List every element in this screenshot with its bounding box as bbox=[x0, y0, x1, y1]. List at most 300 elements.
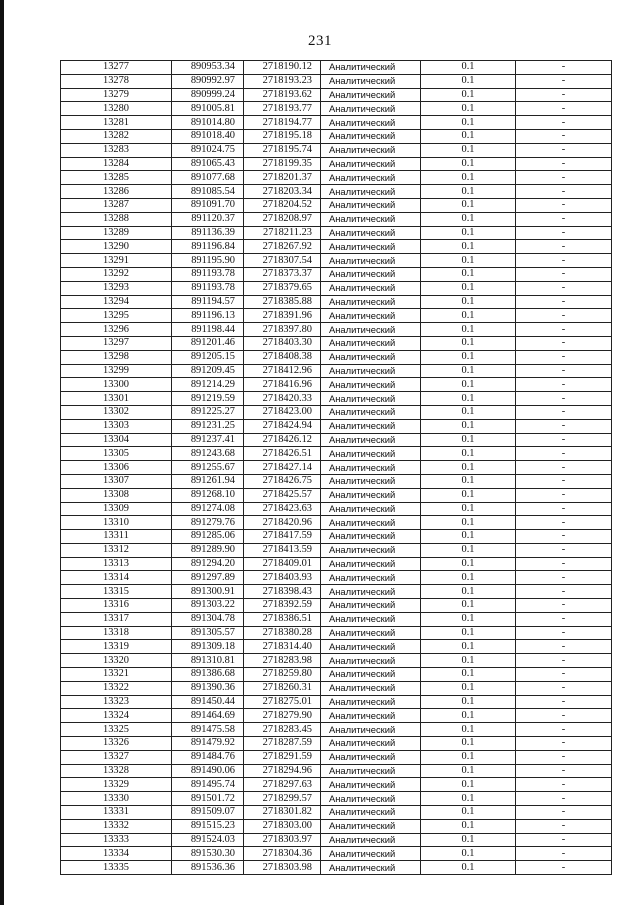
y-coordinate-cell: 2718283.45 bbox=[244, 723, 321, 737]
table-row bbox=[61, 143, 612, 157]
method-cell: Аналитический bbox=[321, 461, 421, 475]
y-coordinate-cell: 2718403.93 bbox=[244, 571, 321, 585]
table-row bbox=[61, 668, 612, 682]
x-coordinate-cell: 891390.36 bbox=[172, 681, 244, 695]
y-coordinate-cell: 2718425.57 bbox=[244, 488, 321, 502]
x-coordinate-cell: 891509.07 bbox=[172, 806, 244, 820]
table-row bbox=[61, 474, 612, 488]
note-cell: - bbox=[516, 585, 612, 599]
accuracy-cell: 0.1 bbox=[421, 364, 516, 378]
table-row bbox=[61, 116, 612, 130]
method-cell: Аналитический bbox=[321, 405, 421, 419]
y-coordinate-cell: 2718423.63 bbox=[244, 502, 321, 516]
x-coordinate-cell: 891193.78 bbox=[172, 281, 244, 295]
x-coordinate-cell: 891495.74 bbox=[172, 778, 244, 792]
accuracy-cell: 0.1 bbox=[421, 543, 516, 557]
method-cell: Аналитический bbox=[321, 750, 421, 764]
note-cell: - bbox=[516, 612, 612, 626]
accuracy-cell: 0.1 bbox=[421, 737, 516, 751]
y-coordinate-cell: 2718391.96 bbox=[244, 309, 321, 323]
y-coordinate-cell: 2718409.01 bbox=[244, 557, 321, 571]
accuracy-cell: 0.1 bbox=[421, 599, 516, 613]
y-coordinate-cell: 2718307.54 bbox=[244, 254, 321, 268]
table-row bbox=[61, 102, 612, 116]
table-row bbox=[61, 350, 612, 364]
coordinates-table-body bbox=[61, 61, 612, 875]
x-coordinate-cell: 891294.20 bbox=[172, 557, 244, 571]
point-number-cell: 13295 bbox=[61, 309, 172, 323]
table-row bbox=[61, 571, 612, 585]
table-row bbox=[61, 267, 612, 281]
method-cell: Аналитический bbox=[321, 806, 421, 820]
method-cell: Аналитический bbox=[321, 323, 421, 337]
accuracy-cell: 0.1 bbox=[421, 778, 516, 792]
method-cell: Аналитический bbox=[321, 778, 421, 792]
point-number-cell: 13323 bbox=[61, 695, 172, 709]
x-coordinate-cell: 891274.08 bbox=[172, 502, 244, 516]
y-coordinate-cell: 2718275.01 bbox=[244, 695, 321, 709]
method-cell: Аналитический bbox=[321, 212, 421, 226]
note-cell: - bbox=[516, 640, 612, 654]
note-cell: - bbox=[516, 474, 612, 488]
x-coordinate-cell: 891279.76 bbox=[172, 516, 244, 530]
y-coordinate-cell: 2718193.23 bbox=[244, 74, 321, 88]
method-cell: Аналитический bbox=[321, 612, 421, 626]
note-cell: - bbox=[516, 433, 612, 447]
note-cell: - bbox=[516, 198, 612, 212]
accuracy-cell: 0.1 bbox=[421, 281, 516, 295]
y-coordinate-cell: 2718211.23 bbox=[244, 226, 321, 240]
point-number-cell: 13299 bbox=[61, 364, 172, 378]
x-coordinate-cell: 891195.90 bbox=[172, 254, 244, 268]
y-coordinate-cell: 2718427.14 bbox=[244, 461, 321, 475]
y-coordinate-cell: 2718417.59 bbox=[244, 530, 321, 544]
x-coordinate-cell: 891231.25 bbox=[172, 419, 244, 433]
accuracy-cell: 0.1 bbox=[421, 626, 516, 640]
y-coordinate-cell: 2718413.59 bbox=[244, 543, 321, 557]
table-row bbox=[61, 185, 612, 199]
note-cell: - bbox=[516, 254, 612, 268]
method-cell: Аналитический bbox=[321, 309, 421, 323]
point-number-cell: 13300 bbox=[61, 378, 172, 392]
point-number-cell: 13305 bbox=[61, 447, 172, 461]
accuracy-cell: 0.1 bbox=[421, 792, 516, 806]
x-coordinate-cell: 891310.81 bbox=[172, 654, 244, 668]
point-number-cell: 13290 bbox=[61, 240, 172, 254]
table-row bbox=[61, 543, 612, 557]
y-coordinate-cell: 2718279.90 bbox=[244, 709, 321, 723]
point-number-cell: 13317 bbox=[61, 612, 172, 626]
table-row bbox=[61, 640, 612, 654]
note-cell: - bbox=[516, 129, 612, 143]
point-number-cell: 13288 bbox=[61, 212, 172, 226]
table-row bbox=[61, 819, 612, 833]
note-cell: - bbox=[516, 599, 612, 613]
accuracy-cell: 0.1 bbox=[421, 764, 516, 778]
accuracy-cell: 0.1 bbox=[421, 226, 516, 240]
method-cell: Аналитический bbox=[321, 143, 421, 157]
x-coordinate-cell: 891024.75 bbox=[172, 143, 244, 157]
note-cell: - bbox=[516, 626, 612, 640]
point-number-cell: 13316 bbox=[61, 599, 172, 613]
point-number-cell: 13292 bbox=[61, 267, 172, 281]
point-number-cell: 13320 bbox=[61, 654, 172, 668]
method-cell: Аналитический bbox=[321, 819, 421, 833]
x-coordinate-cell: 891201.46 bbox=[172, 336, 244, 350]
method-cell: Аналитический bbox=[321, 281, 421, 295]
table-row bbox=[61, 764, 612, 778]
y-coordinate-cell: 2718304.36 bbox=[244, 847, 321, 861]
table-row bbox=[61, 778, 612, 792]
y-coordinate-cell: 2718283.98 bbox=[244, 654, 321, 668]
note-cell: - bbox=[516, 350, 612, 364]
x-coordinate-cell: 891300.91 bbox=[172, 585, 244, 599]
x-coordinate-cell: 891214.29 bbox=[172, 378, 244, 392]
y-coordinate-cell: 2718379.65 bbox=[244, 281, 321, 295]
accuracy-cell: 0.1 bbox=[421, 392, 516, 406]
point-number-cell: 13326 bbox=[61, 737, 172, 751]
accuracy-cell: 0.1 bbox=[421, 102, 516, 116]
method-cell: Аналитический bbox=[321, 129, 421, 143]
method-cell: Аналитический bbox=[321, 585, 421, 599]
accuracy-cell: 0.1 bbox=[421, 267, 516, 281]
point-number-cell: 13308 bbox=[61, 488, 172, 502]
note-cell: - bbox=[516, 571, 612, 585]
y-coordinate-cell: 2718201.37 bbox=[244, 171, 321, 185]
note-cell: - bbox=[516, 709, 612, 723]
y-coordinate-cell: 2718303.98 bbox=[244, 861, 321, 875]
method-cell: Аналитический bbox=[321, 557, 421, 571]
note-cell: - bbox=[516, 116, 612, 130]
method-cell: Аналитический bbox=[321, 571, 421, 585]
x-coordinate-cell: 891120.37 bbox=[172, 212, 244, 226]
accuracy-cell: 0.1 bbox=[421, 585, 516, 599]
table-row bbox=[61, 323, 612, 337]
table-row bbox=[61, 240, 612, 254]
x-coordinate-cell: 891065.43 bbox=[172, 157, 244, 171]
table-row bbox=[61, 681, 612, 695]
x-coordinate-cell: 891091.70 bbox=[172, 198, 244, 212]
x-coordinate-cell: 891524.03 bbox=[172, 833, 244, 847]
table-row bbox=[61, 171, 612, 185]
table-row bbox=[61, 309, 612, 323]
x-coordinate-cell: 891196.13 bbox=[172, 309, 244, 323]
x-coordinate-cell: 891289.90 bbox=[172, 543, 244, 557]
note-cell: - bbox=[516, 461, 612, 475]
method-cell: Аналитический bbox=[321, 654, 421, 668]
table-row bbox=[61, 378, 612, 392]
point-number-cell: 13304 bbox=[61, 433, 172, 447]
note-cell: - bbox=[516, 364, 612, 378]
y-coordinate-cell: 2718297.63 bbox=[244, 778, 321, 792]
coordinates-table bbox=[60, 60, 612, 875]
point-number-cell: 13313 bbox=[61, 557, 172, 571]
accuracy-cell: 0.1 bbox=[421, 668, 516, 682]
note-cell: - bbox=[516, 543, 612, 557]
accuracy-cell: 0.1 bbox=[421, 516, 516, 530]
accuracy-cell: 0.1 bbox=[421, 488, 516, 502]
x-coordinate-cell: 891196.84 bbox=[172, 240, 244, 254]
table-row bbox=[61, 88, 612, 102]
accuracy-cell: 0.1 bbox=[421, 405, 516, 419]
method-cell: Аналитический bbox=[321, 267, 421, 281]
x-coordinate-cell: 891209.45 bbox=[172, 364, 244, 378]
x-coordinate-cell: 891261.94 bbox=[172, 474, 244, 488]
x-coordinate-cell: 891530.30 bbox=[172, 847, 244, 861]
method-cell: Аналитический bbox=[321, 88, 421, 102]
accuracy-cell: 0.1 bbox=[421, 695, 516, 709]
point-number-cell: 13287 bbox=[61, 198, 172, 212]
method-cell: Аналитический bbox=[321, 102, 421, 116]
note-cell: - bbox=[516, 240, 612, 254]
y-coordinate-cell: 2718303.97 bbox=[244, 833, 321, 847]
y-coordinate-cell: 2718420.33 bbox=[244, 392, 321, 406]
note-cell: - bbox=[516, 295, 612, 309]
accuracy-cell: 0.1 bbox=[421, 323, 516, 337]
point-number-cell: 13322 bbox=[61, 681, 172, 695]
accuracy-cell: 0.1 bbox=[421, 61, 516, 75]
table-row bbox=[61, 488, 612, 502]
y-coordinate-cell: 2718303.00 bbox=[244, 819, 321, 833]
note-cell: - bbox=[516, 405, 612, 419]
table-row bbox=[61, 612, 612, 626]
accuracy-cell: 0.1 bbox=[421, 709, 516, 723]
y-coordinate-cell: 2718194.77 bbox=[244, 116, 321, 130]
y-coordinate-cell: 2718193.77 bbox=[244, 102, 321, 116]
x-coordinate-cell: 890999.24 bbox=[172, 88, 244, 102]
accuracy-cell: 0.1 bbox=[421, 254, 516, 268]
x-coordinate-cell: 891450.44 bbox=[172, 695, 244, 709]
table-row bbox=[61, 281, 612, 295]
point-number-cell: 13297 bbox=[61, 336, 172, 350]
method-cell: Аналитический bbox=[321, 226, 421, 240]
method-cell: Аналитический bbox=[321, 116, 421, 130]
table-row bbox=[61, 157, 612, 171]
method-cell: Аналитический bbox=[321, 61, 421, 75]
note-cell: - bbox=[516, 378, 612, 392]
note-cell: - bbox=[516, 309, 612, 323]
point-number-cell: 13279 bbox=[61, 88, 172, 102]
accuracy-cell: 0.1 bbox=[421, 654, 516, 668]
point-number-cell: 13315 bbox=[61, 585, 172, 599]
table-row bbox=[61, 709, 612, 723]
x-coordinate-cell: 891490.06 bbox=[172, 764, 244, 778]
table-row bbox=[61, 74, 612, 88]
note-cell: - bbox=[516, 447, 612, 461]
method-cell: Аналитический bbox=[321, 378, 421, 392]
point-number-cell: 13294 bbox=[61, 295, 172, 309]
y-coordinate-cell: 2718412.96 bbox=[244, 364, 321, 378]
point-number-cell: 13282 bbox=[61, 129, 172, 143]
method-cell: Аналитический bbox=[321, 488, 421, 502]
x-coordinate-cell: 891386.68 bbox=[172, 668, 244, 682]
table-row bbox=[61, 599, 612, 613]
y-coordinate-cell: 2718260.31 bbox=[244, 681, 321, 695]
table-row bbox=[61, 585, 612, 599]
x-coordinate-cell: 891464.69 bbox=[172, 709, 244, 723]
method-cell: Аналитический bbox=[321, 737, 421, 751]
x-coordinate-cell: 891136.39 bbox=[172, 226, 244, 240]
x-coordinate-cell: 891479.92 bbox=[172, 737, 244, 751]
point-number-cell: 13309 bbox=[61, 502, 172, 516]
table-row bbox=[61, 737, 612, 751]
y-coordinate-cell: 2718426.51 bbox=[244, 447, 321, 461]
x-coordinate-cell: 891255.67 bbox=[172, 461, 244, 475]
x-coordinate-cell: 891515.23 bbox=[172, 819, 244, 833]
x-coordinate-cell: 891018.40 bbox=[172, 129, 244, 143]
point-number-cell: 13307 bbox=[61, 474, 172, 488]
note-cell: - bbox=[516, 806, 612, 820]
table-row bbox=[61, 750, 612, 764]
note-cell: - bbox=[516, 833, 612, 847]
note-cell: - bbox=[516, 171, 612, 185]
note-cell: - bbox=[516, 212, 612, 226]
y-coordinate-cell: 2718423.00 bbox=[244, 405, 321, 419]
note-cell: - bbox=[516, 695, 612, 709]
method-cell: Аналитический bbox=[321, 474, 421, 488]
point-number-cell: 13331 bbox=[61, 806, 172, 820]
point-number-cell: 13301 bbox=[61, 392, 172, 406]
method-cell: Аналитический bbox=[321, 668, 421, 682]
accuracy-cell: 0.1 bbox=[421, 212, 516, 226]
method-cell: Аналитический bbox=[321, 171, 421, 185]
y-coordinate-cell: 2718392.59 bbox=[244, 599, 321, 613]
page-number: 231 bbox=[308, 33, 332, 49]
accuracy-cell: 0.1 bbox=[421, 571, 516, 585]
left-margin-rule bbox=[0, 0, 4, 905]
table-row bbox=[61, 129, 612, 143]
method-cell: Аналитический bbox=[321, 695, 421, 709]
note-cell: - bbox=[516, 281, 612, 295]
accuracy-cell: 0.1 bbox=[421, 350, 516, 364]
point-number-cell: 13325 bbox=[61, 723, 172, 737]
accuracy-cell: 0.1 bbox=[421, 833, 516, 847]
accuracy-cell: 0.1 bbox=[421, 240, 516, 254]
table-row bbox=[61, 226, 612, 240]
table-row bbox=[61, 530, 612, 544]
y-coordinate-cell: 2718287.59 bbox=[244, 737, 321, 751]
note-cell: - bbox=[516, 861, 612, 875]
y-coordinate-cell: 2718403.30 bbox=[244, 336, 321, 350]
note-cell: - bbox=[516, 557, 612, 571]
point-number-cell: 13289 bbox=[61, 226, 172, 240]
table-row bbox=[61, 392, 612, 406]
point-number-cell: 13293 bbox=[61, 281, 172, 295]
note-cell: - bbox=[516, 847, 612, 861]
method-cell: Аналитический bbox=[321, 502, 421, 516]
point-number-cell: 13280 bbox=[61, 102, 172, 116]
y-coordinate-cell: 2718385.88 bbox=[244, 295, 321, 309]
method-cell: Аналитический bbox=[321, 764, 421, 778]
accuracy-cell: 0.1 bbox=[421, 88, 516, 102]
point-number-cell: 13296 bbox=[61, 323, 172, 337]
note-cell: - bbox=[516, 336, 612, 350]
point-number-cell: 13302 bbox=[61, 405, 172, 419]
table-row bbox=[61, 198, 612, 212]
table-row bbox=[61, 447, 612, 461]
note-cell: - bbox=[516, 819, 612, 833]
x-coordinate-cell: 891225.27 bbox=[172, 405, 244, 419]
accuracy-cell: 0.1 bbox=[421, 612, 516, 626]
point-number-cell: 13333 bbox=[61, 833, 172, 847]
note-cell: - bbox=[516, 681, 612, 695]
note-cell: - bbox=[516, 654, 612, 668]
method-cell: Аналитический bbox=[321, 847, 421, 861]
note-cell: - bbox=[516, 668, 612, 682]
y-coordinate-cell: 2718380.28 bbox=[244, 626, 321, 640]
method-cell: Аналитический bbox=[321, 530, 421, 544]
method-cell: Аналитический bbox=[321, 447, 421, 461]
y-coordinate-cell: 2718190.12 bbox=[244, 61, 321, 75]
point-number-cell: 13284 bbox=[61, 157, 172, 171]
note-cell: - bbox=[516, 502, 612, 516]
note-cell: - bbox=[516, 778, 612, 792]
x-coordinate-cell: 891268.10 bbox=[172, 488, 244, 502]
y-coordinate-cell: 2718426.75 bbox=[244, 474, 321, 488]
note-cell: - bbox=[516, 61, 612, 75]
accuracy-cell: 0.1 bbox=[421, 819, 516, 833]
y-coordinate-cell: 2718373.37 bbox=[244, 267, 321, 281]
note-cell: - bbox=[516, 737, 612, 751]
point-number-cell: 13281 bbox=[61, 116, 172, 130]
y-coordinate-cell: 2718195.18 bbox=[244, 129, 321, 143]
x-coordinate-cell: 891014.80 bbox=[172, 116, 244, 130]
accuracy-cell: 0.1 bbox=[421, 157, 516, 171]
accuracy-cell: 0.1 bbox=[421, 461, 516, 475]
x-coordinate-cell: 891475.58 bbox=[172, 723, 244, 737]
method-cell: Аналитический bbox=[321, 723, 421, 737]
method-cell: Аналитический bbox=[321, 861, 421, 875]
point-number-cell: 13311 bbox=[61, 530, 172, 544]
point-number-cell: 13318 bbox=[61, 626, 172, 640]
table-row bbox=[61, 654, 612, 668]
y-coordinate-cell: 2718386.51 bbox=[244, 612, 321, 626]
y-coordinate-cell: 2718420.96 bbox=[244, 516, 321, 530]
note-cell: - bbox=[516, 392, 612, 406]
accuracy-cell: 0.1 bbox=[421, 295, 516, 309]
x-coordinate-cell: 891219.59 bbox=[172, 392, 244, 406]
note-cell: - bbox=[516, 723, 612, 737]
point-number-cell: 13310 bbox=[61, 516, 172, 530]
table-row bbox=[61, 516, 612, 530]
method-cell: Аналитический bbox=[321, 599, 421, 613]
method-cell: Аналитический bbox=[321, 254, 421, 268]
accuracy-cell: 0.1 bbox=[421, 419, 516, 433]
table-row bbox=[61, 723, 612, 737]
note-cell: - bbox=[516, 88, 612, 102]
note-cell: - bbox=[516, 143, 612, 157]
accuracy-cell: 0.1 bbox=[421, 185, 516, 199]
point-number-cell: 13327 bbox=[61, 750, 172, 764]
method-cell: Аналитический bbox=[321, 350, 421, 364]
table-row bbox=[61, 433, 612, 447]
accuracy-cell: 0.1 bbox=[421, 847, 516, 861]
point-number-cell: 13319 bbox=[61, 640, 172, 654]
note-cell: - bbox=[516, 226, 612, 240]
note-cell: - bbox=[516, 419, 612, 433]
y-coordinate-cell: 2718314.40 bbox=[244, 640, 321, 654]
y-coordinate-cell: 2718416.96 bbox=[244, 378, 321, 392]
method-cell: Аналитический bbox=[321, 74, 421, 88]
y-coordinate-cell: 2718259.80 bbox=[244, 668, 321, 682]
x-coordinate-cell: 891237.41 bbox=[172, 433, 244, 447]
point-number-cell: 13283 bbox=[61, 143, 172, 157]
accuracy-cell: 0.1 bbox=[421, 198, 516, 212]
method-cell: Аналитический bbox=[321, 198, 421, 212]
note-cell: - bbox=[516, 102, 612, 116]
note-cell: - bbox=[516, 764, 612, 778]
accuracy-cell: 0.1 bbox=[421, 681, 516, 695]
